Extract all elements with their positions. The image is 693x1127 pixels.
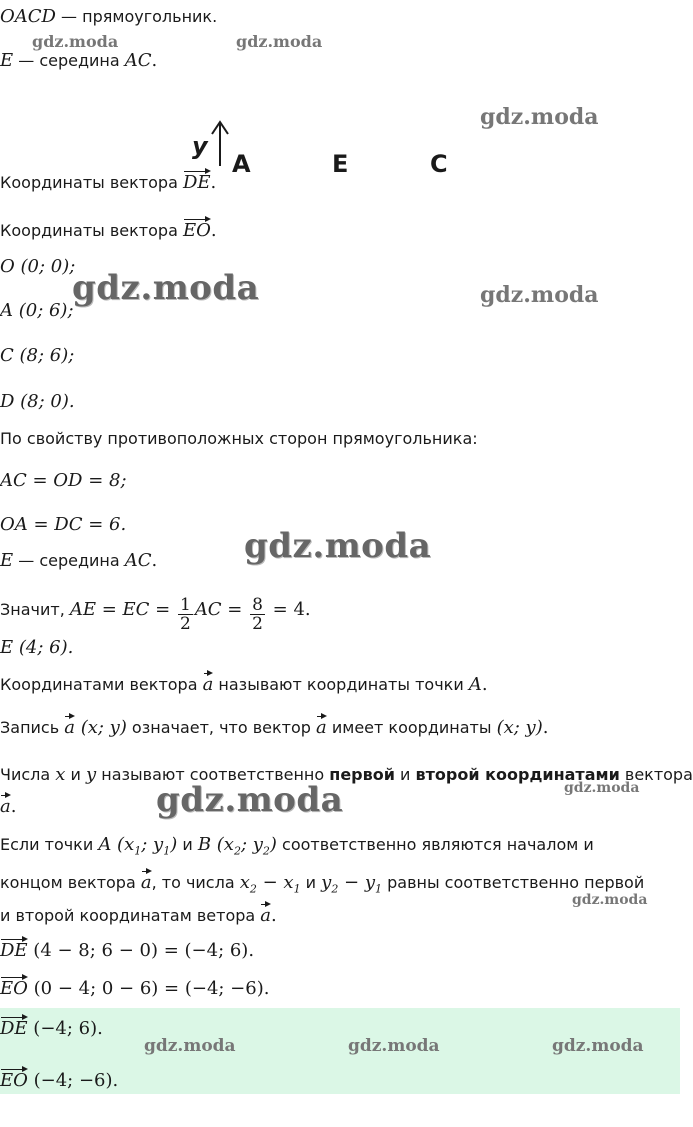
answer-eo <box>0 1070 118 1092</box>
vector-de: DE <box>0 1018 28 1039</box>
point-a: A (0; 6); <box>0 300 74 321</box>
equation-oa-dc: OA = DC = 6. <box>0 514 127 535</box>
calc-eo <box>0 978 269 1000</box>
vector-de: DE <box>0 940 28 961</box>
text: и <box>394 765 416 784</box>
text: Координаты вектора <box>0 221 183 240</box>
line-znachit <box>0 592 311 634</box>
point-c-label: C <box>430 150 448 178</box>
math: (x; y) <box>496 717 543 738</box>
vector-a: a <box>64 717 75 738</box>
math: AE = EC = <box>69 599 176 620</box>
definition-5: концом вектора a, то числа $x_2 - x_1$ и $y_2 - y_1$ равны соответственно первой <box>0 872 645 896</box>
watermark: gdz.moda <box>32 32 119 51</box>
math: E <box>0 50 14 71</box>
watermark: gdz.moda <box>236 32 323 51</box>
text: и второй координатам ветора <box>0 906 261 925</box>
text: концом вектора <box>0 873 141 892</box>
vector-eo: EO <box>0 1070 28 1091</box>
line-vector-eo: Координаты вектора EO. <box>0 220 217 241</box>
text: — прямоугольник. <box>55 7 218 26</box>
vector-a: a <box>0 796 11 817</box>
text: вектора <box>619 765 693 784</box>
watermark: gdz.moda <box>244 526 432 566</box>
property-text: По свойству противоположных сторон прямоугольника: <box>0 429 478 448</box>
definition-3-cont: a. <box>0 796 17 817</box>
watermark: gdz.moda <box>348 1036 440 1056</box>
math: E <box>0 550 14 571</box>
watermark: gdz.moda <box>144 1036 236 1056</box>
fraction-one-half: $\frac{1}{2}$ <box>179 595 191 634</box>
watermark: gdz.moda <box>156 780 344 820</box>
text: соответственно являются началом и <box>276 835 594 854</box>
vector-eo: EO <box>182 220 211 241</box>
math: (−4; −6). <box>27 1070 119 1091</box>
watermark: gdz.moda <box>480 282 599 308</box>
watermark: gdz.moda <box>72 268 260 308</box>
vector-a: a <box>202 674 214 695</box>
math: = 4. <box>266 599 311 620</box>
text: , то числа <box>151 873 240 892</box>
math: (x; y) <box>74 717 127 738</box>
line-vector-de: Координаты вектора DE. <box>0 172 217 193</box>
text: называют координаты точки <box>213 675 469 694</box>
line-rectangle <box>0 6 217 28</box>
text: равны соответственно первой <box>382 873 645 892</box>
math: (−4; 6). <box>27 1018 103 1039</box>
watermark: gdz.moda <box>552 1036 644 1056</box>
math: (4 − 8; 6 − 0) = (−4; 6). <box>27 940 255 961</box>
text: Значит, <box>0 600 70 619</box>
point-o: O (0; 0); <box>0 256 76 277</box>
answer-de <box>0 1018 103 1040</box>
y-axis-label: y <box>192 132 208 160</box>
math: (0 − 4; 0 − 6) = (−4; −6). <box>27 978 270 999</box>
math: x <box>55 764 66 785</box>
text: означает, что вектор <box>126 718 317 737</box>
text: называют соответственно <box>96 765 330 784</box>
watermark: gdz.moda <box>480 104 599 130</box>
bold-first: первой <box>329 765 395 784</box>
math: AC <box>124 550 152 571</box>
text: — середина <box>13 51 125 70</box>
math: AC <box>124 50 152 71</box>
text: Числа <box>0 765 56 784</box>
math: AC = <box>194 599 249 620</box>
text: Координатами вектора <box>0 675 203 694</box>
text: Если точки <box>0 835 99 854</box>
text: и <box>177 835 198 854</box>
watermark: gdz.moda <box>572 892 648 908</box>
vector-a: a <box>260 905 272 926</box>
vector-de: DE <box>182 172 211 193</box>
math: OACD <box>0 6 56 27</box>
vector-eo: EO <box>0 978 28 999</box>
point-d: D (8; 0). <box>0 391 75 412</box>
text: — середина <box>13 551 125 570</box>
equation-ac-od: AC = OD = 8; <box>0 470 127 491</box>
watermark: gdz.moda <box>564 780 640 796</box>
axis-svg <box>180 118 460 166</box>
point-c: C (8; 6); <box>0 345 75 366</box>
definition-2: Запись a (x; y) означает, что вектор a имеет координаты (x; y). <box>0 717 549 738</box>
fraction-eight-halves: $\frac{8}{2}$ <box>252 595 263 634</box>
text: Координаты вектора <box>0 173 183 192</box>
vector-a: a <box>316 717 327 738</box>
definition-1: Координатами вектора a называют координаты точки A. <box>0 674 488 695</box>
coordinate-figure-fragment <box>180 118 460 178</box>
point-e-label: E <box>332 150 349 178</box>
text: Запись <box>0 718 65 737</box>
line-midpoint: E — середина AC. <box>0 50 158 71</box>
definition-4: Если точки A ($x_1$; $y_1$) и B ($x_2$; $y_2$) соответственно являются началом и <box>0 834 594 858</box>
text: и <box>65 765 87 784</box>
vector-a: a <box>140 872 152 893</box>
math: y <box>86 764 97 785</box>
text: имеет координаты <box>326 718 497 737</box>
math: A <box>468 674 482 695</box>
text: и <box>300 873 322 892</box>
line-midpoint-2: E — середина AC. <box>0 550 158 571</box>
point-e: E (4; 6). <box>0 637 74 658</box>
definition-6: и второй координатам ветора a. <box>0 905 277 926</box>
point-a-label: A <box>232 150 251 178</box>
calc-de <box>0 940 254 962</box>
bold-second-coordinates: второй координатами <box>415 765 620 784</box>
